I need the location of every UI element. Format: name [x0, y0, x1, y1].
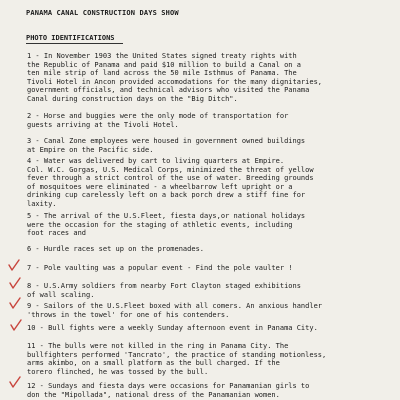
photo-item-9: [27, 302, 397, 319]
photo-item-6: [27, 245, 397, 254]
section-heading: PHOTO IDENTIFICATIONS: [26, 34, 115, 42]
item-line: 1 - In November 1903 the United States signed treaty rights with: [27, 52, 297, 60]
item-line: 3 - Canal Zone employees were housed in government owned buildings: [27, 137, 306, 145]
photo-item-10: [27, 324, 397, 333]
item-line: of mosquitoes were eliminated - a wheelbarrow left upright or a: [27, 182, 293, 191]
item-line: 11 - The bulls were not killed in the ring in Panama City. The: [27, 342, 289, 350]
red-check-mark-icon: [9, 319, 23, 333]
item-line: 6 - Hurdle races set up on the promenades.: [27, 245, 205, 253]
item-line: 8 - U.S.Army soldiers from nearby Fort Clayton staged exhibitions: [27, 282, 301, 290]
item-line: of wall scaling.: [27, 290, 95, 299]
item-line: foot races and: [27, 229, 87, 237]
item-line: laxity.: [27, 199, 57, 208]
item-line: 10 - Bull fights were a weekly Sunday afternoon event in Panama City.: [27, 324, 318, 332]
item-line: bullfighters performed 'Tancrato', the practice of standing motionless,: [27, 350, 327, 359]
item-line: 5 - The arrival of the U.S.Fleet, fiesta days,or national holidays: [27, 212, 306, 220]
item-line: 12 - Sundays and fiesta days were occasions for Panamanian girls to: [27, 382, 310, 390]
red-check-mark-icon: [8, 297, 22, 311]
photo-item-8: [27, 282, 397, 299]
item-line: 7 - Pole vaulting was a popular event - Find the pole vaulter !: [27, 264, 293, 272]
photo-item-12: [27, 382, 397, 399]
red-check-mark-icon: [7, 259, 21, 273]
heading-underline: [26, 43, 123, 44]
item-line: government officials, and technical advisors who visited the Panama: [27, 86, 310, 94]
item-line: Canal during construction days on the "Big Ditch".: [27, 94, 238, 103]
photo-item-11: [27, 342, 397, 376]
photo-item-4: [27, 157, 397, 208]
item-line: at Empire on the Pacific side.: [27, 145, 154, 154]
document-header: PANAMA CANAL CONSTRUCTION DAYS SHOW: [26, 9, 179, 17]
item-line: fever through a strict control of the use of water. Breeding grounds: [27, 174, 314, 182]
item-line: guests arriving at the Tivoli Hotel.: [27, 120, 179, 129]
photo-item-7: [27, 264, 397, 273]
item-line: 4 - Water was delivered by cart to living quarters at Empire.: [27, 157, 285, 165]
item-line: Col. W.C. Gorgas, U.S. Medical Corps, minimized the threat of yellow: [27, 165, 314, 174]
red-check-mark-icon: [8, 376, 22, 390]
item-line: drinking cup carelessly left on a back porch drew a stiff fine for: [27, 191, 306, 199]
item-line: were the occasion for the staging of athletic events, including: [27, 220, 293, 229]
item-line: the Republic of Panama and paid $10 million to build a Canal on a: [27, 60, 301, 69]
item-line: Tivoli Hotel in Ancon provided accomodations for the many dignitaries,: [27, 77, 323, 86]
photo-item-5: [27, 212, 397, 238]
item-line: arms akimbo, on a small platform as the bull charged. If the: [27, 359, 280, 367]
item-line: torero flinched, he was tossed by the bull.: [27, 367, 209, 376]
item-line: don the "Mipollada", national dress of the Panamanian women.: [27, 390, 280, 399]
photo-item-1: [27, 52, 397, 103]
photo-item-2: [27, 112, 397, 129]
item-line: ten mile strip of land across the 50 mile Isthmus of Panama. The: [27, 69, 297, 77]
item-line: 2 - Horse and buggies were the only mode of transportation for: [27, 112, 289, 120]
red-check-mark-icon: [8, 277, 22, 291]
item-line: 'throws in the towel' for one of his contenders.: [27, 310, 230, 319]
item-line: 9 - Sailors of the U.S.Fleet boxed with all comers. An anxious handler: [27, 302, 323, 310]
photo-item-3: [27, 137, 397, 154]
